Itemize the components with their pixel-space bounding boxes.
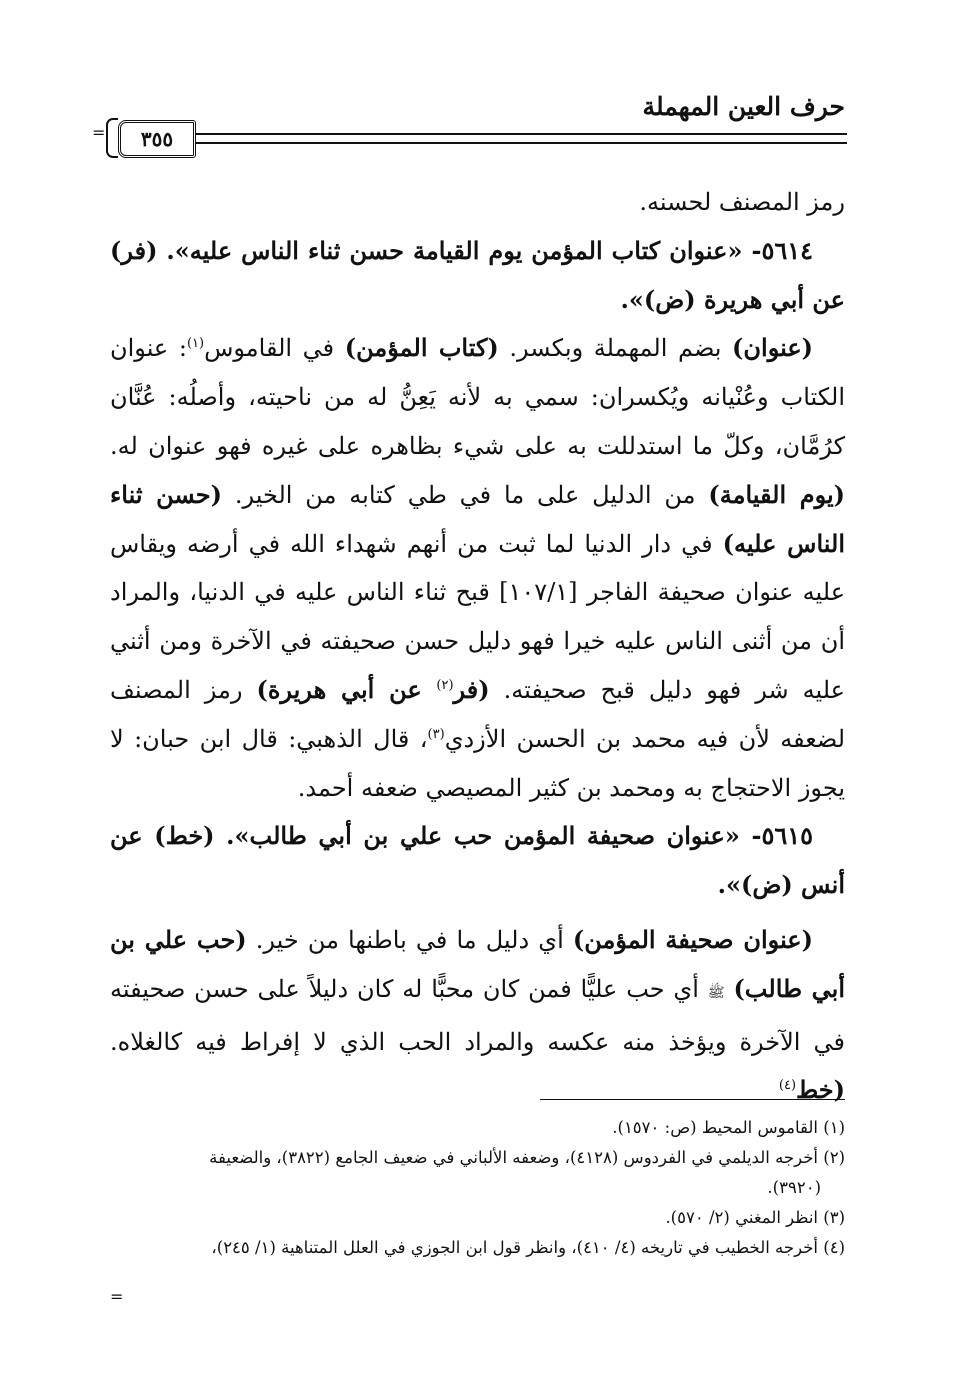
commentary-text: في دار الدنيا لما ثبت من أنهم شهداء الله في أرضه ويقاس عليه عنوان صحيفة الفاجر [١٠٧/١] قبح ثناء الناس عليه في الدنيا، والمراد أن من أثنى الناس عليه خيرا فهو دليل حسن صحيفته في الآخرة ومن أثني عليه شر فهو دليل قبح صحيفته. xyxy=(110,529,846,704)
footnote-ref-3[interactable]: (٣) xyxy=(427,726,445,742)
continuation-mark-top: = xyxy=(92,123,106,142)
footnote-4: (٤) أخرجه الخطيب في تاريخه (٤/ ٤١٠)، وانظر قول ابن الجوزي في العلل المتناهية (١/ ٢٤٥)، xyxy=(211,1238,845,1257)
hadith-text: ٥٦١٤- «عنوان كتاب المؤمن يوم القيامة حسن ثناء الناس عليه». (فر) عن أبي هريرة (ض)». xyxy=(110,235,845,314)
footnote-separator xyxy=(540,1099,845,1100)
commentary-text: في القاموس xyxy=(204,334,345,363)
page-number-badge xyxy=(118,120,196,158)
keyword: عن أبي هريرة) xyxy=(256,674,437,704)
hadith-5615 xyxy=(110,812,845,910)
page-number: ٣٥٥ xyxy=(140,127,174,151)
commentary-text: ، قال الذهبي: قال ابن حبان: لا يجوز الاحتجاج به ومحمد بن كثير المصيصي ضعفه أحمد. xyxy=(110,724,845,802)
commentary-text: أي دليل ما في باطنها من خير. xyxy=(246,925,573,954)
commentary-5615 xyxy=(110,916,845,1115)
footnote-ref-2[interactable]: (٢) xyxy=(436,677,454,693)
honorific-glyph: ﷺ xyxy=(707,984,725,1001)
paragraph-text: رمز المصنف لحسنه. xyxy=(639,188,845,216)
commentary-text: أي حب عليًّا فمن كان محبًّا له كان دليلاً على حسن صحيفته في الآخرة ويؤخذ منه عكسه والمراد الحب الذي لا إفراط فيه كالغلاه. xyxy=(110,974,845,1056)
hadith-text: ٥٦١٥- «عنوان صحيفة المؤمن حب علي بن أبي طالب». (خط) عن أنس (ض)». xyxy=(110,821,845,900)
keyword: (عنوان) xyxy=(732,333,814,363)
continuation-mark-bottom: = xyxy=(110,1287,124,1306)
paragraph-continuation xyxy=(110,178,845,227)
commentary-text: رمز المصنف لضعفه لأن فيه محمد بن الحسن الأزدي xyxy=(110,675,846,753)
commentary-text: : عنوان الكتاب وعُنْيانه ويُكسران: سمي به لأنه يَعِنُّ له من ناحيته، وأصلُه: عُنَّان كرُمَّان، وكلّ ما استدللت به على شيء بظاهره على غيره فهو عنوان له. xyxy=(110,334,845,460)
footnote-2: (٢) أخرجه الديلمي في الفردوس (٤١٢٨)، وضعفه الألباني في ضعيف الجامع (٣٨٢٢)، والضعيفة xyxy=(209,1148,845,1167)
main-text xyxy=(110,178,845,1115)
keyword: (عنوان صحيفة المؤمن) xyxy=(572,924,813,954)
keyword: (حب علي بن أبي طالب) xyxy=(110,924,846,1003)
footnote-ref-1[interactable]: (١) xyxy=(186,336,205,352)
hadith-5614 xyxy=(110,227,845,325)
chapter-title: حرف العين المهملة xyxy=(642,92,845,121)
page-number-bracket xyxy=(106,118,118,158)
keyword: (خط xyxy=(796,1075,845,1105)
footnote-ref-4[interactable]: (٤) xyxy=(778,1078,797,1094)
footnote-1: (١) القاموس المحيط (ص: ١٥٧٠). xyxy=(612,1118,845,1137)
commentary-5614 xyxy=(110,324,845,812)
keyword: (حسن ثناء الناس عليه) xyxy=(110,479,845,558)
keyword: (يوم القيامة) xyxy=(708,479,845,509)
footnote-3: (٣) انظر المغني (٢/ ٥٧٠). xyxy=(665,1208,845,1227)
commentary-text: من الدليل على ما في طي كتابه من الخير. xyxy=(221,480,709,509)
header-double-rule xyxy=(195,133,847,144)
keyword: (كتاب المؤمن) xyxy=(344,333,499,363)
footnotes xyxy=(110,1113,845,1263)
footnote-2-continuation: (٣٩٢٠). xyxy=(767,1178,821,1197)
keyword: (فر xyxy=(453,674,490,704)
commentary-text: بضم المهملة وبكسر. xyxy=(498,334,733,363)
